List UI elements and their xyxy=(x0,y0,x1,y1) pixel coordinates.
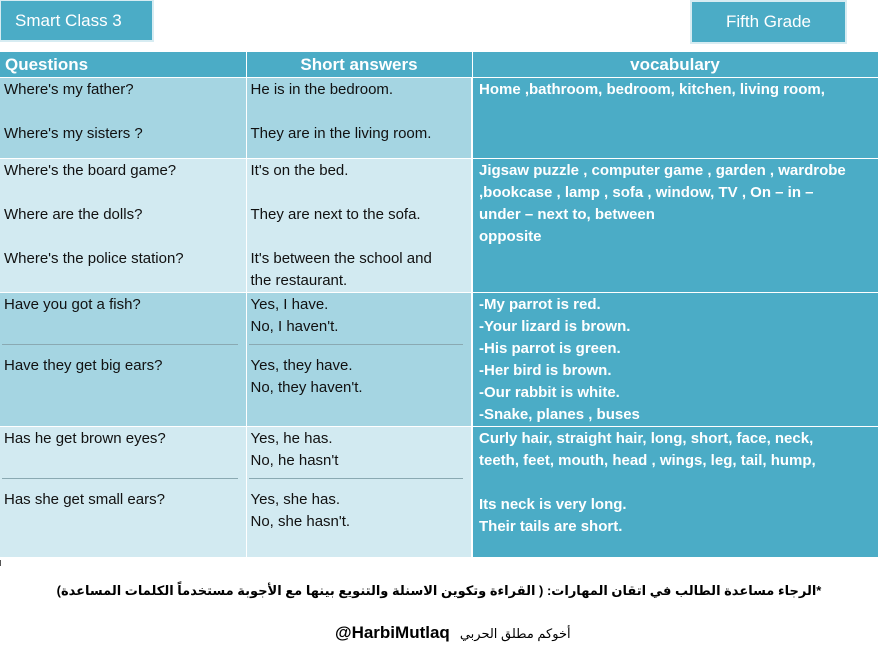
divider xyxy=(2,344,238,345)
question-text: Has she get small ears? xyxy=(4,491,165,508)
answer-text: No, she hasn't. xyxy=(250,513,351,530)
table-header-row xyxy=(0,52,878,78)
signature xyxy=(335,623,571,643)
spacer xyxy=(4,450,242,472)
answer-text xyxy=(251,182,468,204)
answer-text xyxy=(251,101,468,123)
question-text: Has he get brown eyes? xyxy=(4,430,166,447)
table-row xyxy=(0,78,878,159)
table-row xyxy=(0,159,878,293)
instruction-note: *الرجاء مساعدة الطالب في اتقان المهارات: ( القراءة وتكوين الاسنلة والتنويع بينها مع الأجوبة مستخدماً الكلمات المساعدة) xyxy=(56,583,822,598)
edge-mark xyxy=(0,560,1,566)
divider xyxy=(2,478,238,479)
answer-text: They are next to the sofa. xyxy=(250,206,421,223)
spacer xyxy=(4,316,242,338)
vocabulary-text: teeth, feet, mouth, head , wings, leg, tail, hump, xyxy=(479,452,816,469)
answers-cell xyxy=(246,293,472,427)
answer-text: Yes, he has. xyxy=(250,430,333,447)
questions-cell xyxy=(0,427,246,558)
question-text: Where's my father? xyxy=(4,81,134,98)
question-text: Have they get big ears? xyxy=(4,357,163,374)
answer-text: They are in the living room. xyxy=(250,125,432,142)
answer-text: It's between the school and xyxy=(250,250,432,267)
answers-cell xyxy=(246,159,472,293)
question-text: Have you got a fish? xyxy=(4,296,141,313)
grade-badge: Fifth Grade xyxy=(692,2,845,42)
answer-text: No, he hasn't xyxy=(250,452,339,469)
vocabulary-text: -Your lizard is brown. xyxy=(479,318,631,335)
questions-cell xyxy=(0,293,246,427)
answer-text: Yes, they have. xyxy=(250,357,353,374)
table-row xyxy=(0,293,878,427)
vocabulary-text: -Her bird is brown. xyxy=(479,362,612,379)
vocabulary-text: -My parrot is red. xyxy=(479,296,601,313)
lesson-table xyxy=(0,52,878,558)
vocabulary-cell xyxy=(472,78,878,159)
vocabulary-cell xyxy=(472,427,878,558)
question-text xyxy=(4,101,242,123)
class-title-badge: Smart Class 3 xyxy=(1,1,152,40)
questions-cell xyxy=(0,78,246,159)
vocabulary-text: Home ,bathroom, bedroom, kitchen, living room, xyxy=(479,81,825,98)
question-text: Where's my sisters ? xyxy=(4,125,143,142)
vocabulary-text: Curly hair, straight hair, long, short, face, neck, xyxy=(479,430,814,447)
vocabulary-cell xyxy=(472,159,878,293)
answer-text: Yes, I have. xyxy=(250,296,329,313)
divider xyxy=(249,478,464,479)
question-text: Where are the dolls? xyxy=(4,206,143,223)
answer-text: He is in the bedroom. xyxy=(250,81,394,98)
divider xyxy=(249,344,464,345)
vocabulary-text: Their tails are short. xyxy=(479,518,623,535)
vocabulary-text: opposite xyxy=(479,228,542,245)
answer-text: the restaurant. xyxy=(250,272,348,289)
answer-text: No, I haven't. xyxy=(250,318,339,335)
question-text xyxy=(4,182,242,204)
answers-cell xyxy=(246,427,472,558)
answer-text: No, they haven't. xyxy=(250,379,363,396)
answer-text: Yes, she has. xyxy=(250,491,341,508)
table-row xyxy=(0,427,878,558)
question-text: Where's the board game? xyxy=(4,162,177,179)
answer-text xyxy=(251,226,468,248)
column-header-vocabulary: vocabulary xyxy=(472,52,878,78)
author-handle: @HarbiMutlaq xyxy=(335,623,450,642)
vocabulary-cell xyxy=(472,293,878,427)
vocabulary-text: ,bookcase , lamp , sofa , window, TV , On – in – xyxy=(479,184,814,201)
vocabulary-text: -Our rabbit is white. xyxy=(479,384,620,401)
vocabulary-text: -His parrot is green. xyxy=(479,340,621,357)
questions-cell xyxy=(0,159,246,293)
vocabulary-text: Jigsaw puzzle , computer game , garden , wardrobe xyxy=(479,162,846,179)
vocabulary-text: Its neck is very long. xyxy=(479,496,627,513)
vocabulary-text: under – next to, between xyxy=(479,206,655,223)
column-header-questions: Questions xyxy=(0,52,246,78)
author-name: أخوكم مطلق الحربي xyxy=(459,626,571,641)
column-header-short-answers: Short answers xyxy=(246,52,472,78)
vocabulary-text xyxy=(479,472,874,494)
vocabulary-text: -Snake, planes , buses xyxy=(479,406,640,423)
answer-text: It's on the bed. xyxy=(250,162,349,179)
question-text xyxy=(4,226,242,248)
answers-cell xyxy=(246,78,472,159)
question-text: Where's the police station? xyxy=(4,250,184,267)
